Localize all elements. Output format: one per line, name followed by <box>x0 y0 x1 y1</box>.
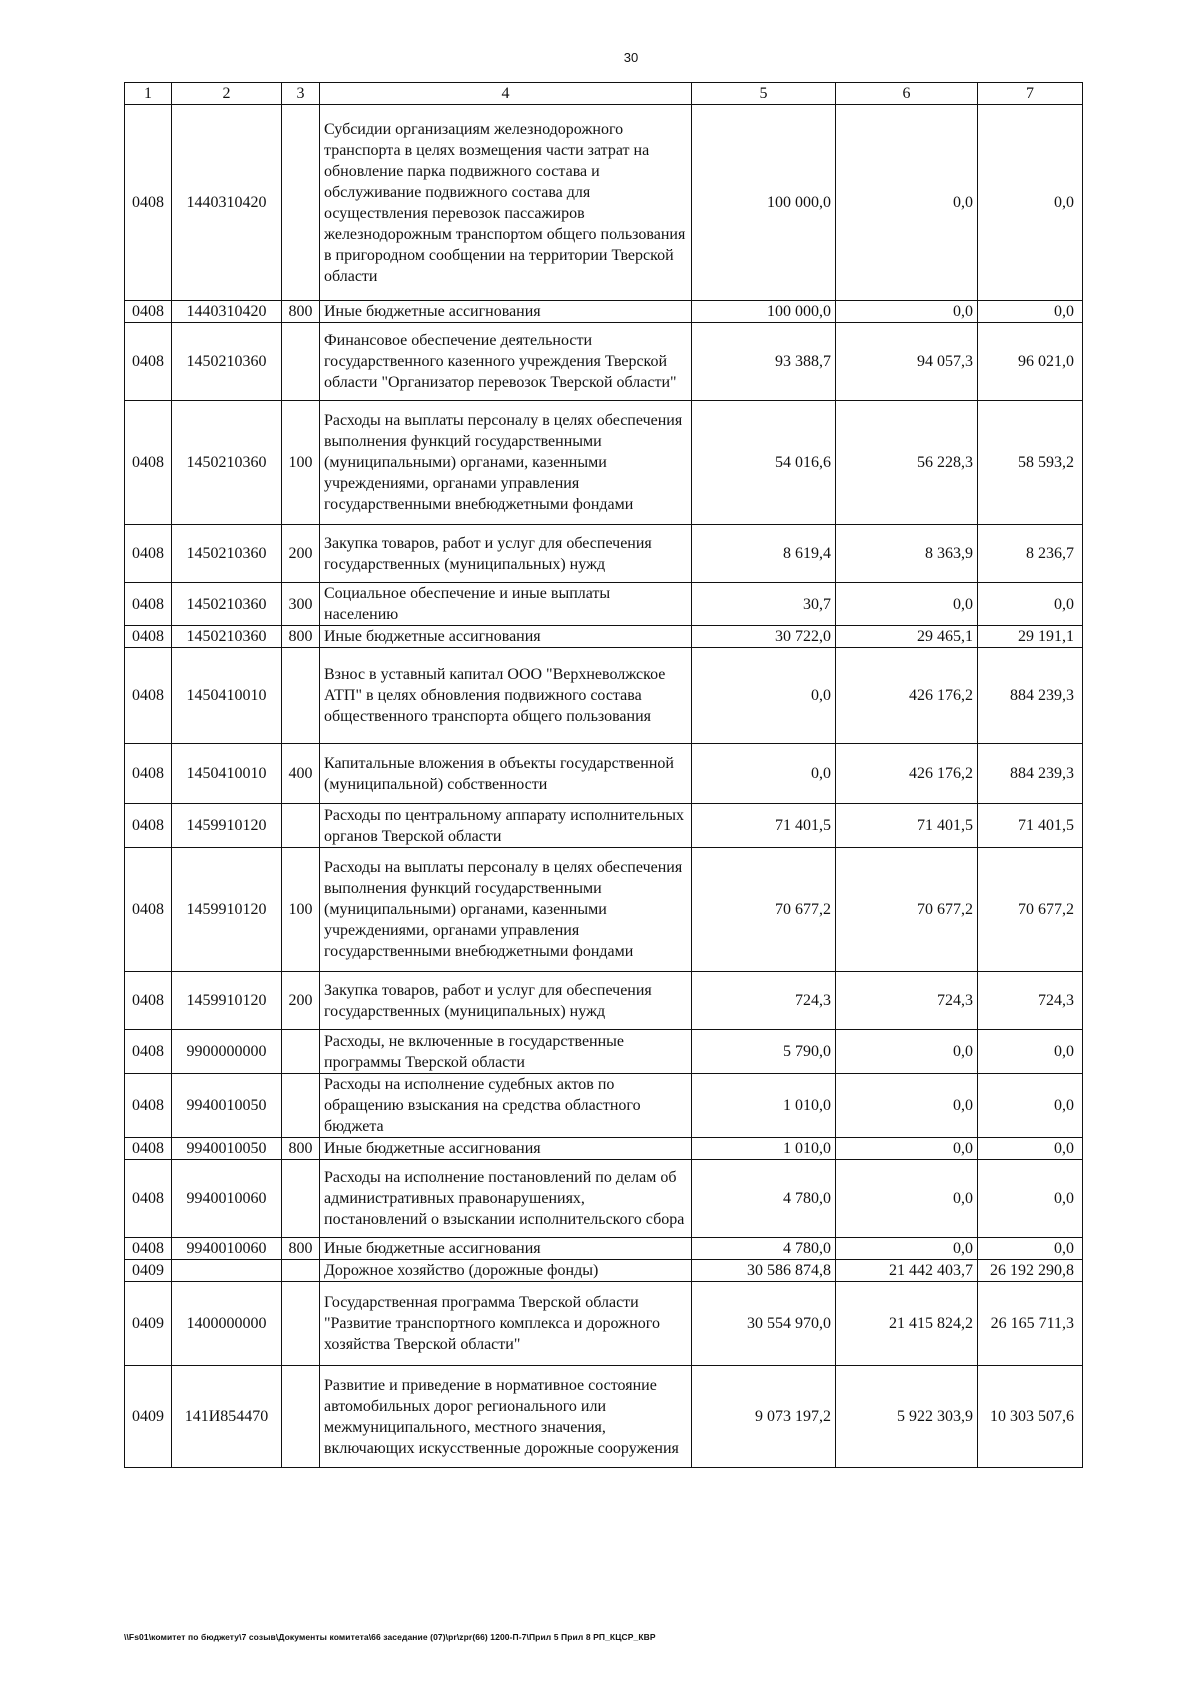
table-row <box>125 1138 1083 1160</box>
cell-value-7: 0,0 <box>978 301 1083 323</box>
cell-value-7: 0,0 <box>978 1238 1083 1260</box>
table-row <box>125 848 1083 972</box>
cell-section: 0408 <box>125 1238 172 1260</box>
cell-value-6: 0,0 <box>836 105 978 301</box>
cell-name: Иные бюджетные ассигнования <box>320 301 692 323</box>
cell-value-6: 0,0 <box>836 1074 978 1138</box>
cell-value-6: 21 415 824,2 <box>836 1282 978 1366</box>
cell-name: Государственная программа Тверской области "Развитие транспортного комплекса и дорожного хозяйства Тверской области" <box>320 1282 692 1366</box>
cell-value-6: 0,0 <box>836 1160 978 1238</box>
table-row <box>125 583 1083 626</box>
cell-value-7: 884 239,3 <box>978 744 1083 804</box>
table-row <box>125 1238 1083 1260</box>
cell-expense-type <box>282 1160 320 1238</box>
cell-section: 0408 <box>125 1074 172 1138</box>
table-row <box>125 744 1083 804</box>
cell-value-7: 96 021,0 <box>978 323 1083 401</box>
cell-target-code: 1459910120 <box>172 804 282 848</box>
cell-section: 0408 <box>125 1160 172 1238</box>
cell-value-7: 0,0 <box>978 1074 1083 1138</box>
cell-expense-type <box>282 1260 320 1282</box>
cell-value-5: 71 401,5 <box>692 804 836 848</box>
cell-value-6: 94 057,3 <box>836 323 978 401</box>
cell-expense-type <box>282 648 320 744</box>
table-row <box>125 1074 1083 1138</box>
cell-expense-type: 400 <box>282 744 320 804</box>
col-header-2: 2 <box>172 83 282 105</box>
cell-value-6: 0,0 <box>836 1030 978 1074</box>
cell-value-7: 0,0 <box>978 1030 1083 1074</box>
cell-value-6: 8 363,9 <box>836 525 978 583</box>
table-row <box>125 525 1083 583</box>
cell-value-7: 0,0 <box>978 1138 1083 1160</box>
cell-expense-type <box>282 1366 320 1468</box>
cell-value-7: 29 191,1 <box>978 626 1083 648</box>
cell-value-6: 426 176,2 <box>836 744 978 804</box>
cell-value-7: 0,0 <box>978 1160 1083 1238</box>
cell-target-code: 9940010060 <box>172 1160 282 1238</box>
cell-expense-type: 100 <box>282 848 320 972</box>
table-row <box>125 401 1083 525</box>
cell-value-5: 30 722,0 <box>692 626 836 648</box>
cell-value-5: 1 010,0 <box>692 1138 836 1160</box>
cell-expense-type: 200 <box>282 972 320 1030</box>
cell-name: Расходы, не включенные в государственные программы Тверской области <box>320 1030 692 1074</box>
cell-name: Расходы на исполнение постановлений по делам об административных правонарушениях, постановлений о взыскании исполнительского сбора <box>320 1160 692 1238</box>
table-row <box>125 1282 1083 1366</box>
cell-value-5: 30 554 970,0 <box>692 1282 836 1366</box>
header-row <box>125 83 1083 105</box>
cell-name: Иные бюджетные ассигнования <box>320 1238 692 1260</box>
cell-section: 0408 <box>125 583 172 626</box>
cell-target-code: 9900000000 <box>172 1030 282 1074</box>
table-body <box>125 105 1083 1468</box>
cell-value-5: 100 000,0 <box>692 105 836 301</box>
table-row <box>125 301 1083 323</box>
col-header-7: 7 <box>978 83 1083 105</box>
cell-expense-type <box>282 105 320 301</box>
cell-target-code: 1450210360 <box>172 626 282 648</box>
cell-name: Дорожное хозяйство (дорожные фонды) <box>320 1260 692 1282</box>
cell-value-5: 4 780,0 <box>692 1160 836 1238</box>
cell-target-code: 1400000000 <box>172 1282 282 1366</box>
cell-value-6: 21 442 403,7 <box>836 1260 978 1282</box>
cell-value-6: 0,0 <box>836 1238 978 1260</box>
cell-value-6: 5 922 303,9 <box>836 1366 978 1468</box>
cell-name: Иные бюджетные ассигнования <box>320 1138 692 1160</box>
cell-section: 0409 <box>125 1260 172 1282</box>
page-number: 30 <box>623 50 639 65</box>
cell-name: Развитие и приведение в нормативное состояние автомобильных дорог регионального или межмуниципального, местного значения, включающих искусственные дорожные сооружения <box>320 1366 692 1468</box>
col-header-6: 6 <box>836 83 978 105</box>
cell-value-5: 8 619,4 <box>692 525 836 583</box>
table-row <box>125 105 1083 301</box>
cell-value-6: 71 401,5 <box>836 804 978 848</box>
cell-name: Расходы по центральному аппарату исполнительных органов Тверской области <box>320 804 692 848</box>
table-row <box>125 1160 1083 1238</box>
cell-value-7: 724,3 <box>978 972 1083 1030</box>
cell-target-code: 1450410010 <box>172 744 282 804</box>
cell-target-code: 1450210360 <box>172 323 282 401</box>
cell-expense-type <box>282 1074 320 1138</box>
col-header-3: 3 <box>282 83 320 105</box>
cell-expense-type: 800 <box>282 626 320 648</box>
cell-name: Закупка товаров, работ и услуг для обеспечения государственных (муниципальных) нужд <box>320 972 692 1030</box>
cell-name: Социальное обеспечение и иные выплаты населению <box>320 583 692 626</box>
footer-file-path: \\Fs01\комитет по бюджету\7 созыв\Документы комитета\66 заседание (07)\pr\zpr(66) 1200-П-7\Прил 5 Прил 8 РП_КЦСР_КВР <box>124 1632 656 1642</box>
table-row <box>125 1260 1083 1282</box>
cell-value-5: 100 000,0 <box>692 301 836 323</box>
cell-value-7: 58 593,2 <box>978 401 1083 525</box>
cell-section: 0408 <box>125 848 172 972</box>
cell-name: Закупка товаров, работ и услуг для обеспечения государственных (муниципальных) нужд <box>320 525 692 583</box>
cell-expense-type: 200 <box>282 525 320 583</box>
cell-value-5: 0,0 <box>692 744 836 804</box>
cell-value-7: 10 303 507,6 <box>978 1366 1083 1468</box>
cell-target-code: 1440310420 <box>172 105 282 301</box>
budget-table <box>124 82 1083 1468</box>
cell-section: 0408 <box>125 323 172 401</box>
table-row <box>125 1030 1083 1074</box>
cell-value-6: 724,3 <box>836 972 978 1030</box>
cell-section: 0408 <box>125 301 172 323</box>
cell-value-5: 9 073 197,2 <box>692 1366 836 1468</box>
cell-target-code: 9940010050 <box>172 1138 282 1160</box>
cell-value-7: 8 236,7 <box>978 525 1083 583</box>
cell-value-7: 26 192 290,8 <box>978 1260 1083 1282</box>
cell-expense-type: 800 <box>282 1238 320 1260</box>
cell-value-5: 30,7 <box>692 583 836 626</box>
cell-value-7: 26 165 711,3 <box>978 1282 1083 1366</box>
cell-value-6: 426 176,2 <box>836 648 978 744</box>
cell-value-5: 5 790,0 <box>692 1030 836 1074</box>
cell-section: 0408 <box>125 626 172 648</box>
table-row <box>125 804 1083 848</box>
cell-target-code: 1450210360 <box>172 525 282 583</box>
cell-target-code: 1459910120 <box>172 972 282 1030</box>
cell-target-code: 1459910120 <box>172 848 282 972</box>
cell-section: 0408 <box>125 744 172 804</box>
cell-expense-type: 100 <box>282 401 320 525</box>
cell-value-6: 29 465,1 <box>836 626 978 648</box>
cell-value-5: 0,0 <box>692 648 836 744</box>
cell-name: Расходы на исполнение судебных актов по обращению взыскания на средства областного бюджета <box>320 1074 692 1138</box>
col-header-4: 4 <box>320 83 692 105</box>
col-header-1: 1 <box>125 83 172 105</box>
cell-expense-type: 800 <box>282 1138 320 1160</box>
cell-target-code: 9940010060 <box>172 1238 282 1260</box>
cell-name: Расходы на выплаты персоналу в целях обеспечения выполнения функций государственными (муниципальными) органами, казенными учреждениями, органами управления государственными внебюджетными фондами <box>320 401 692 525</box>
cell-value-7: 0,0 <box>978 105 1083 301</box>
cell-section: 0408 <box>125 1138 172 1160</box>
cell-name: Капитальные вложения в объекты государственной (муниципальной) собственности <box>320 744 692 804</box>
cell-value-5: 30 586 874,8 <box>692 1260 836 1282</box>
cell-value-7: 0,0 <box>978 583 1083 626</box>
cell-section: 0409 <box>125 1366 172 1468</box>
cell-value-7: 70 677,2 <box>978 848 1083 972</box>
cell-value-5: 54 016,6 <box>692 401 836 525</box>
cell-value-7: 71 401,5 <box>978 804 1083 848</box>
cell-value-6: 0,0 <box>836 1138 978 1160</box>
cell-target-code: 1450410010 <box>172 648 282 744</box>
table-row <box>125 648 1083 744</box>
cell-expense-type: 800 <box>282 301 320 323</box>
cell-expense-type <box>282 323 320 401</box>
cell-value-5: 1 010,0 <box>692 1074 836 1138</box>
cell-value-7: 884 239,3 <box>978 648 1083 744</box>
table-row <box>125 972 1083 1030</box>
cell-target-code: 141И854470 <box>172 1366 282 1468</box>
cell-name: Расходы на выплаты персоналу в целях обеспечения выполнения функций государственными (муниципальными) органами, казенными учреждениями, органами управления государственными внебюджетными фондами <box>320 848 692 972</box>
cell-expense-type <box>282 1030 320 1074</box>
cell-section: 0409 <box>125 1282 172 1366</box>
cell-value-6: 70 677,2 <box>836 848 978 972</box>
table-row <box>125 323 1083 401</box>
cell-section: 0408 <box>125 972 172 1030</box>
cell-expense-type <box>282 1282 320 1366</box>
cell-expense-type: 300 <box>282 583 320 626</box>
cell-target-code <box>172 1260 282 1282</box>
cell-section: 0408 <box>125 525 172 583</box>
cell-name: Субсидии организациям железнодорожного транспорта в целях возмещения части затрат на обновление парка подвижного состава и обслуживание подвижного состава для осуществления перевозок пассажиров железнодорожным транспортом общего пользования в пригородном сообщении на территории Тверской области <box>320 105 692 301</box>
cell-target-code: 1450210360 <box>172 401 282 525</box>
cell-value-5: 93 388,7 <box>692 323 836 401</box>
cell-section: 0408 <box>125 648 172 744</box>
cell-section: 0408 <box>125 105 172 301</box>
cell-section: 0408 <box>125 804 172 848</box>
cell-name: Иные бюджетные ассигнования <box>320 626 692 648</box>
cell-section: 0408 <box>125 401 172 525</box>
cell-value-6: 0,0 <box>836 583 978 626</box>
cell-value-5: 4 780,0 <box>692 1238 836 1260</box>
cell-name: Взнос в уставный капитал ООО "Верхневолжское АТП" в целях обновления подвижного состава общественного транспорта общего пользования <box>320 648 692 744</box>
cell-value-5: 724,3 <box>692 972 836 1030</box>
cell-section: 0408 <box>125 1030 172 1074</box>
cell-value-5: 70 677,2 <box>692 848 836 972</box>
cell-target-code: 1450210360 <box>172 583 282 626</box>
cell-name: Финансовое обеспечение деятельности государственного казенного учреждения Тверской области "Организатор перевозок Тверской области" <box>320 323 692 401</box>
cell-value-6: 56 228,3 <box>836 401 978 525</box>
table-row <box>125 626 1083 648</box>
cell-value-6: 0,0 <box>836 301 978 323</box>
table-row <box>125 1366 1083 1468</box>
cell-target-code: 1440310420 <box>172 301 282 323</box>
col-header-5: 5 <box>692 83 836 105</box>
cell-target-code: 9940010050 <box>172 1074 282 1138</box>
cell-expense-type <box>282 804 320 848</box>
